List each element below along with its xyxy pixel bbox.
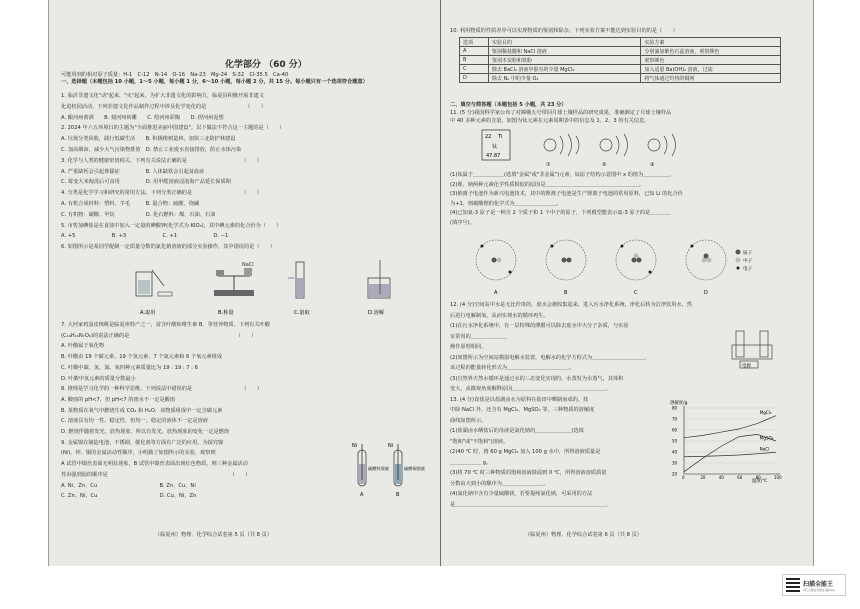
q10-table bbox=[459, 37, 781, 83]
q9-tube-b: B bbox=[396, 492, 400, 498]
atom-label-1: ① bbox=[546, 162, 551, 168]
text-line: 2. 2024 年六五环境日的主题为"全面推进美丽中国建设"。以下做法不符合这一主题的是（ ） bbox=[61, 125, 285, 132]
text-line: 化进校园活动。下列非遗文化作品制作过程中涉及化学变化的是 （ ） bbox=[61, 103, 266, 110]
text-line: C. 有机物：碳酸、甲烷 D. 化石燃料：煤、石油、石油 bbox=[61, 211, 216, 218]
q10-intro: 10. 利用物质的性质差异可以实现物质的鉴别和除杂。下列实验方案不能达到实验目的的是（ ） bbox=[450, 28, 678, 34]
text-line: B. 叶酸由 19 个碳元素、19 个氢元素、7 个氮元素和 6 个氧元素组成 bbox=[61, 354, 223, 361]
text-line: A. 有机合成材料：塑料、羊毛 B. 混合物：硫酸、烧碱 bbox=[61, 201, 200, 207]
series-label: MgCl₂ bbox=[759, 410, 772, 416]
table-row bbox=[460, 47, 781, 56]
text-line: C. 溶液具有均一性、稳定性，但均一、稳定的液体不一定是溶液 bbox=[61, 418, 208, 425]
text-line: A. 垃圾分类回收，践行低碳生活 B. 积极植树造林，加快三北防护林建设 bbox=[61, 136, 236, 143]
q9-ni-b: Ni bbox=[388, 443, 394, 449]
model-caption-a: A bbox=[494, 290, 498, 296]
cell: C bbox=[460, 65, 489, 74]
model-b bbox=[546, 240, 586, 280]
q6-a-bottle bbox=[136, 270, 172, 296]
atom-structure-2 bbox=[600, 134, 628, 156]
camscanner-watermark bbox=[782, 574, 846, 596]
text-line: (3)将 70 ℃ 时三种物质的饱和溶液降温到 0 ℃，所得溶液溶质质量 bbox=[450, 470, 607, 476]
watermark-sub: 3亿人都在用的扫描App bbox=[803, 587, 835, 592]
text-line: C. 叶酸中碳、氢、氮、氧四种元素质量比为 19 : 19 : 7 : 6 bbox=[61, 364, 198, 371]
q6-caption-b: B.称量 bbox=[218, 310, 234, 316]
cell: 加入适量 Ba(OH)₂ 溶液，过滤 bbox=[641, 65, 781, 74]
y-tick-label: 80 bbox=[672, 405, 678, 411]
text-line: 曲线如图所示。 bbox=[450, 417, 487, 424]
text-line: B. 某物质在氧气中燃烧生成 CO₂ 和 H₂O，该物质组成中一定含碳元素 bbox=[61, 407, 223, 414]
text-line: (4)氯化钠中含有少量硫酸镁，若要提纯氯化钠，可采用的方法 bbox=[450, 491, 593, 497]
x-tick-label: 20 bbox=[700, 475, 706, 480]
text-line: A. +5 B. +3 C. +1 D. −1 bbox=[61, 233, 229, 240]
q6-figure bbox=[118, 256, 418, 320]
watermark-name: 扫描全能王 bbox=[803, 580, 834, 588]
text-line: 12. (4 分)空间站中水是无比珍贵的，废水会被收集起来，进入污水净化系统，净化后转为洁净饮用水，然 bbox=[450, 302, 692, 308]
page-title: 化学部分 （60 分） bbox=[225, 60, 307, 70]
q10-col-plan: 实验方案 bbox=[641, 38, 781, 47]
text-line: (1)钛属于＿＿＿＿＿＿(选填"金属"或"非金属")元素，钛原子结构示意图中 x 的值为＿＿＿＿＿。 bbox=[450, 172, 675, 178]
text-line: (2)锂、钠两种元素化学性质相似的原因是＿＿＿＿＿＿＿＿＿＿＿＿＿＿＿＿＿＿。 bbox=[450, 181, 645, 188]
table-row bbox=[460, 56, 781, 65]
text-line: (3)钠离子电池作为新兴电池技术，其中的锂离子电池是生产锂离子电池的常用原料，已知 Li 的化合价 bbox=[450, 191, 683, 197]
text-line: 3. 化学与人类的健康密切相关。下列有关说法正确的是 （ ） bbox=[61, 157, 263, 164]
cell: 将气体通过灼热的铜网 bbox=[641, 74, 781, 83]
text-line: C. Zn、Ni、Cu D. Cu、Ni、Zn bbox=[61, 493, 197, 500]
cell: 鉴别稀盐酸和 NaCl 溶液 bbox=[488, 47, 640, 56]
ti-symbol: Ti bbox=[498, 134, 503, 140]
text-line: 后进行电解制氧，从而实现水的循环再生。 bbox=[450, 312, 549, 319]
atom-label-3: ③ bbox=[650, 162, 655, 168]
text-line: (Ni)、锌、铜的金属活动性顺序，小明做了如图所示的实验，观察到 bbox=[61, 450, 216, 457]
text-line: A. 严重缺钙会引起侏儒症 B. 人体缺铁会引起贫血症 bbox=[61, 168, 205, 175]
x-tick-label: 60 bbox=[737, 475, 743, 480]
footer-right: （临夏州）物理、化学综合试卷第 6 页（共 8 页） bbox=[525, 532, 642, 538]
text-line: "饱和"或"不饱和")溶液。 bbox=[450, 438, 509, 445]
q9-tube-a: A bbox=[360, 492, 364, 498]
q11-figure bbox=[480, 128, 680, 168]
text-line: 5. 市售加碘盐是在食盐中加入一定量的碘酸钾(化学式为 KIO₃)，其中碘元素的化合价为（ ） bbox=[61, 222, 282, 229]
section1-heading: 一、选择题（本题包括 10 小题，1～5 小题，每小题 1 分，6～10 小题，每小题 2 分，共 15 分。每小题只有一个选项符合题意） bbox=[61, 79, 368, 85]
x-tick-label: 40 bbox=[718, 475, 724, 480]
text-line: (1)在污水净化系统中，有一层特殊的薄膜可以除去废水中大分子杂质，与实验 bbox=[450, 323, 629, 329]
text-line: 9. 金属镍在制造电池、不锈钢、催化剂等方面有广泛的应用。为探究镍 bbox=[61, 439, 224, 446]
x-tick-label: 100 bbox=[774, 475, 782, 480]
table-row bbox=[460, 74, 781, 83]
q6-b-balance bbox=[214, 268, 254, 296]
y-tick-label: 50 bbox=[672, 438, 678, 444]
chart-ylabel: 溶解度/g bbox=[670, 401, 688, 406]
ti-name: 钛 bbox=[492, 144, 498, 150]
cell: 除去 BaCl₂ 溶液中混有的少量 MgCl₂ bbox=[488, 65, 640, 74]
text-line: 性由强到弱的顺序是 （ ） bbox=[61, 471, 251, 478]
q11-models bbox=[472, 232, 792, 298]
text-line: 分数由大到小的顺序为＿＿＿＿＿＿＿＿。 bbox=[450, 480, 549, 487]
legend-proton: 质子 bbox=[743, 251, 753, 256]
text-line: A. 酿河州黄酒 B. 刻河州砖雕 C. 绘河州彩陶 D. 捏河州泥塑 bbox=[61, 114, 224, 121]
cell: 除去 N₂ 中的少量 O₂ bbox=[488, 74, 640, 83]
power-supply-label: 电源 bbox=[742, 364, 751, 369]
text-line: 8. 推理是学习化学的一种科学思维。下列说法中错误的是 （ ） bbox=[61, 386, 263, 393]
chart-xlabel: 温度/℃ bbox=[752, 479, 768, 484]
text-line: (3)自然界天然水循环是通过水的三态变化实现的，水蒸发为水蒸气，其体积 bbox=[450, 375, 624, 382]
text-line: 变大，从微观角度解释原因＿＿＿＿＿＿＿＿＿＿＿＿＿＿＿＿＿＿。 bbox=[450, 386, 611, 392]
model-a bbox=[476, 240, 516, 280]
text-line: ＿＿＿＿＿＿ g。 bbox=[450, 459, 492, 466]
y-tick-label: 60 bbox=[672, 427, 678, 433]
q6-caption-a: A.取用 bbox=[140, 310, 156, 316]
text-line: 中 40 多种元素的含量。如图为钛元素在元素周期表中的信息及 1、2、3 的有关信息。 bbox=[450, 117, 650, 124]
model-d bbox=[686, 240, 726, 280]
atom-label-2: ② bbox=[602, 162, 607, 168]
q6-caption-d: D.溶解 bbox=[368, 310, 385, 316]
text-line: 室常用的＿＿＿＿＿＿＿ bbox=[450, 333, 508, 340]
atom-structure-3 bbox=[648, 134, 676, 156]
q9-sol-b: 硫酸铜溶液 bbox=[404, 466, 425, 471]
text-line: 该过程的能量转化形式为＿＿＿＿＿＿＿＿＿＿＿＿。 bbox=[450, 365, 575, 371]
legend-electron: 电子 bbox=[743, 267, 753, 272]
q9-ni-a: Ni bbox=[352, 443, 358, 449]
x-tick-label: 80 bbox=[755, 475, 761, 480]
legend-neutron: 中子 bbox=[743, 259, 753, 264]
q6-caption-c: C.量取 bbox=[294, 310, 310, 316]
cell: 鉴别木炭粉和铁粉 bbox=[488, 56, 640, 65]
model-caption-b: B bbox=[564, 290, 568, 296]
model-caption-c: C bbox=[634, 290, 638, 296]
cell: 观察颜色 bbox=[641, 56, 781, 65]
text-line: (2)如图所示为空间站模拟电解水装置，电解水的化学方程式为＿＿＿＿＿＿＿＿＿＿， bbox=[450, 354, 650, 361]
q9-sol-a: 硫酸锌溶液 bbox=[368, 466, 389, 471]
y-tick-label: 20 bbox=[672, 471, 678, 477]
text-line: C. 加高烟囱，减少大气污染物排放 D. 禁止工业废水直接排放，防止水体污染 bbox=[61, 147, 242, 153]
cell: D bbox=[460, 74, 489, 83]
qr-icon bbox=[786, 578, 800, 592]
cell: B bbox=[460, 56, 489, 65]
text-line: 11. (5 分)我国科学家公布了对嫦娥五号带回月球土壤样品的研究成果，准确测定了月球土壤样品 bbox=[450, 110, 672, 116]
section2-heading: 二、填空与简答题（本题包括 5 小题，共 23 分） bbox=[450, 102, 567, 108]
ti-mass: 47.87 bbox=[486, 153, 501, 159]
text-line: A 试管中镍丝表面无明显现象，B 试管中镍丝表面出现红色物质，则三种金属活动 bbox=[61, 461, 248, 468]
atomic-mass-line: 可能用到的相对原子质量：H-1 C-12 N-14 O-16 Na-23 Mg-24 S-32 Cl-35.5 Ca-40 bbox=[61, 72, 289, 78]
text-line: D. 叶酸中氢元素的质量分数最小 bbox=[61, 375, 136, 382]
text-line: A. 酸雨的 pH<7，但 pH<7 的雨水不一定是酸雨 bbox=[61, 396, 176, 403]
text-line: (C₁₉H₁₉N₇O₆)的说法正确的是 （ ） bbox=[61, 332, 257, 339]
text-line: A. Ni、Zn、Cu B. Zn、Cu、Ni bbox=[61, 482, 196, 489]
text-line: (1)盐湖卤水晒盐后的母液是氯化钠的＿＿＿＿＿＿＿(选填 bbox=[450, 428, 584, 434]
text-line: 操作原理相同。 bbox=[450, 344, 487, 350]
text-line: (填序号)。 bbox=[450, 219, 475, 226]
q9-figure bbox=[350, 442, 430, 500]
series-line-2 bbox=[684, 452, 776, 457]
text-line: D. 燃烧伴随着发光、放热现象，所以有发光、放热现象的变化一定是燃烧 bbox=[61, 429, 230, 435]
text-line: 4. 分类是化学学习和研究的常用方法。下列分类正确的是 （ ） bbox=[61, 190, 263, 197]
text-line: 为+1，则碳酸锂的化学式为＿＿＿＿＿＿＿＿。 bbox=[450, 200, 562, 207]
text-line: 中除 NaCl 外，还含有 MgCl₂、MgSO₄ 等，三种物质的溶解度 bbox=[450, 407, 595, 413]
text-line: 13. (4 分)食盐是以盐湖卤水为原料在盐田中晒制而成的。盐 bbox=[450, 396, 589, 403]
text-line: 1. 临沂非遗文化"动"起来，"火"起来，为扩大非遗文化的影响力，临夏县积极开展非遗文 bbox=[61, 93, 264, 99]
series-label: NaCl bbox=[759, 446, 770, 452]
q6-c-cylinder bbox=[288, 262, 304, 298]
text-line: C. 霉变大米淘洗后可食用 D. 用甲醛溶液浸泡海产品延长保质期 bbox=[61, 179, 231, 186]
text-line: 是＿＿＿＿＿＿＿＿＿＿＿＿＿＿＿＿＿＿＿＿＿＿＿＿＿＿＿＿＿。 bbox=[450, 501, 611, 508]
q6-nacl-label: NaCl bbox=[242, 262, 254, 268]
text-line: 6. 如图所示是某同学配制一定质量分数的氯化钠溶液的部分实验操作，其中错误的是（ ） bbox=[61, 244, 276, 251]
x-tick-label: 0 bbox=[682, 475, 685, 480]
y-tick-label: 70 bbox=[672, 416, 678, 422]
footer-left: （临夏州）物理、化学综合试卷第 5 页（共 8 页） bbox=[155, 532, 272, 538]
q10-col-option: 选项 bbox=[460, 38, 489, 47]
y-tick-label: 30 bbox=[672, 460, 678, 466]
cell: A bbox=[460, 47, 489, 56]
series-label: MgSO₄ bbox=[759, 435, 774, 441]
text-line: A. 叶酸属于氧化物 bbox=[61, 343, 105, 350]
y-tick-label: 40 bbox=[672, 449, 678, 455]
table-row bbox=[460, 65, 781, 74]
q6-d-beaker bbox=[368, 260, 390, 298]
atom-structure-1 bbox=[544, 134, 579, 156]
column-divider bbox=[440, 0, 441, 566]
ti-number: 22 bbox=[485, 134, 492, 140]
solubility-chart bbox=[668, 398, 786, 484]
text-line: 7. 大河家鸡蛋皮核桃是临夏州特产之一，富含叶酸和维生素 B、等营养物质。下列有关叶酸 bbox=[61, 322, 270, 328]
model-c bbox=[616, 240, 656, 280]
cell: 分别滴加紫色石蕊溶液，观察颜色 bbox=[641, 47, 781, 56]
model-caption-d: D bbox=[704, 290, 708, 296]
q12-electrolysis-figure bbox=[730, 327, 782, 369]
text-line: (2)40 ℃ 时，将 60 g MgCl₂ 加入 100 g 水中，所得溶液质量是 bbox=[450, 449, 601, 455]
q10-table-header bbox=[460, 38, 781, 47]
text-line: (4)已知氦-3 原子是一种含 2 个质子和 1 个中子的原子，下列模型能表示氦-3 原子的是＿＿＿＿ bbox=[450, 210, 671, 216]
q10-col-purpose: 实验目的 bbox=[488, 38, 640, 47]
